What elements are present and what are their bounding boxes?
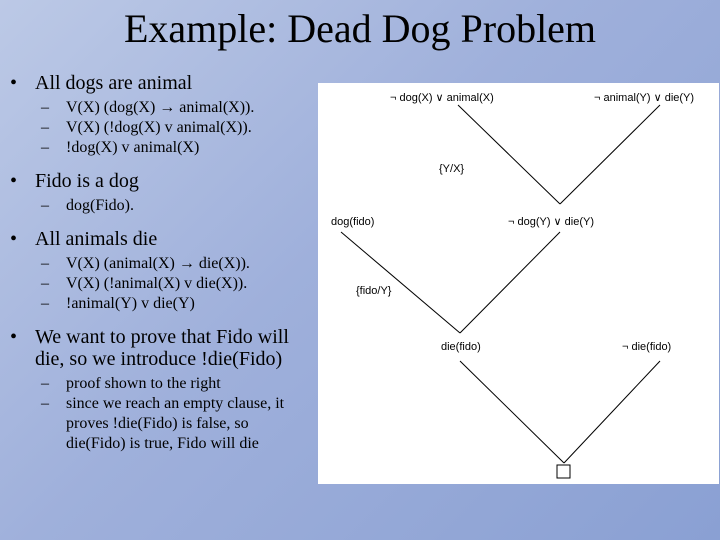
edge-neg-die-fido — [564, 361, 660, 463]
substitution-label: {fido/Y} — [356, 285, 392, 297]
bullet-list — [10, 72, 310, 454]
clause-dog-fido: dog(fido) — [331, 216, 375, 228]
edge-die-fido — [460, 361, 564, 463]
edge-dog-fido — [341, 232, 460, 333]
sub-bullet: – dog(Fido). — [10, 196, 310, 216]
clause-die-fido: die(fido) — [441, 341, 481, 353]
sub-bullet: – since we reach an empty clause, it proves !die(Fido) is false, so die(Fido) is true, Fido will die — [10, 394, 310, 454]
proof-tree — [318, 83, 719, 484]
bullet-fido-is-dog: • Fido is a dog — [10, 170, 310, 192]
clause-top-right: ¬ animal(Y) ∨ die(Y) — [594, 92, 695, 104]
sub-bullet: – V(X) (dog(X) → animal(X)). — [10, 98, 310, 118]
bullet-dogs-are-animals: • All dogs are animal — [10, 72, 310, 94]
sub-bullet: – proof shown to the right — [10, 374, 310, 394]
sub-bullet: – !animal(Y) v die(Y) — [10, 294, 310, 314]
sub-bullet: – V(X) (!dog(X) v animal(X)). — [10, 118, 310, 138]
substitution-label: {Y/X} — [439, 163, 465, 175]
empty-clause-box — [557, 465, 570, 478]
bullet-prove-fido-dies: • We want to prove that Fido will die, so we introduce !die(Fido) — [10, 326, 310, 370]
resolution-proof-diagram — [318, 83, 719, 484]
clause-neg-die-fido: ¬ die(fido) — [622, 341, 672, 353]
edge-resolvent-1 — [460, 232, 560, 333]
clause-resolvent-1: ¬ dog(Y) ∨ die(Y) — [508, 216, 595, 228]
sub-bullet: – !dog(X) v animal(X) — [10, 138, 310, 158]
clause-top-left: ¬ dog(X) ∨ animal(X) — [390, 92, 494, 104]
slide-title: Example: Dead Dog Problem — [123, 6, 597, 51]
edge-top-left — [458, 105, 560, 204]
sub-bullet: – V(X) (!animal(X) v die(X)). — [10, 274, 310, 294]
bullet-animals-die: • All animals die — [10, 228, 310, 250]
edge-top-right — [560, 105, 660, 204]
sub-bullet: – V(X) (animal(X) → die(X)). — [10, 254, 310, 274]
